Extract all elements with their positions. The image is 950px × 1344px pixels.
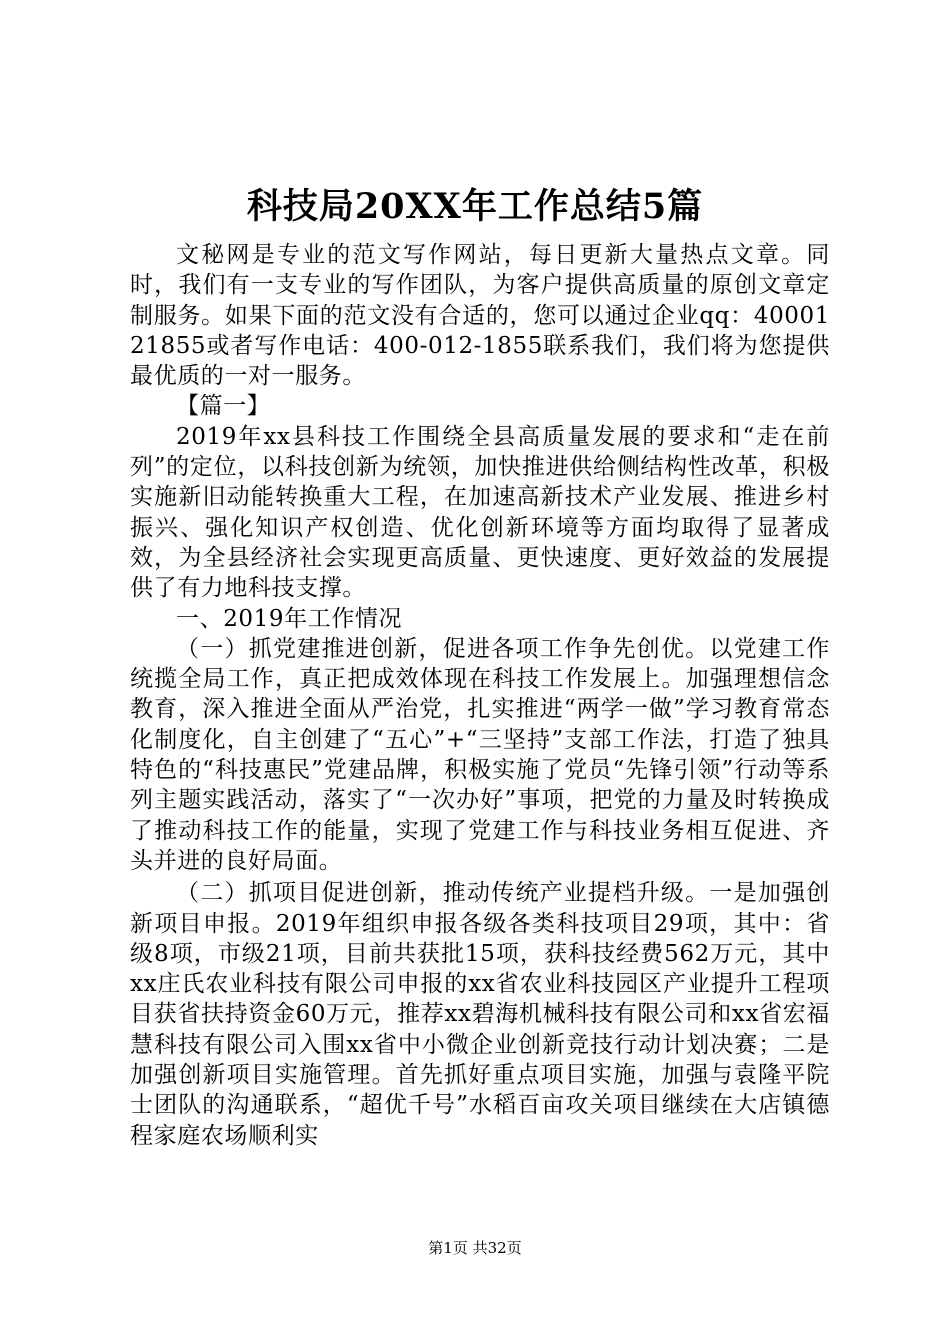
body-paragraph: 2019年xx县科技工作围绕全县高质量发展的要求和“走在前列”的定位，以科技创新为统领，加快推进供给侧结构性改革，积极实施新旧动能转换重大工程，在加速高新技术产业发展、推进乡村振兴、强化知识产权创造、优化创新环境等方面均取得了显著成效，为全县经济社会实现更高质量、更快速度、更好效益的发展提供了有力地科技支撑。 (130, 423, 830, 602)
intro-paragraph: 文秘网是专业的范文写作网站，每日更新大量热点文章。同时，我们有一支专业的写作团队，为客户提供高质量的原创文章定制服务。如果下面的范文没有合适的，您可以通过企业qq：4000121855或者写作电话：400-012-1855联系我们，我们将为您提供最优质的一对一服务。 (130, 242, 830, 390)
page-number-footer: 第1页 共32页 (428, 1239, 522, 1257)
document-body (130, 240, 830, 1151)
document-title: 科技局20XX年工作总结5篇 (246, 186, 704, 227)
body-paragraph: （一）抓党建推进创新，促进各项工作争先创优。以党建工作统揽全局工作，真正把成效体现在科技工作发展上。加强理想信念教育，深入推进全面从严治党，扎实推进“两学一做”学习教育常态化制度化，自主创建了“五心”+“三坚持”支部工作法，打造了独具特色的“科技惠民”党建品牌，积极实施了党员“先锋引领”行动等系列主题实践活动，落实了“一次办好”事项，把党的力量及时转换成了推动科技工作的能量，实现了党建工作与科技业务相互促进、齐头并进的良好局面。 (130, 635, 830, 874)
section-heading: 一、2019年工作情况 (176, 605, 403, 632)
section-heading-part-one: 【篇一】 (176, 393, 271, 420)
body-paragraph: （二）抓项目促进创新，推动传统产业提档升级。一是加强创新项目申报。2019年组织申报各级各类科技项目29项，其中：省级8项，市级21项，目前共获批15项，获科技经费562万元，其中xx庄氏农业科技有限公司申报的xx省农业科技园区产业提升工程项目获省扶持资金60万元，推荐xx碧海机械科技有限公司和xx省宏福慧科技有限公司入围xx省中小微企业创新竞技行动计划决赛；二是加强创新项目实施管理。首先抓好重点项目实施，加强与袁隆平院士团队的沟通联系，“超优千号”水稻百亩攻关项目继续在大店镇德程家庭农场顺利实 (130, 880, 830, 1149)
